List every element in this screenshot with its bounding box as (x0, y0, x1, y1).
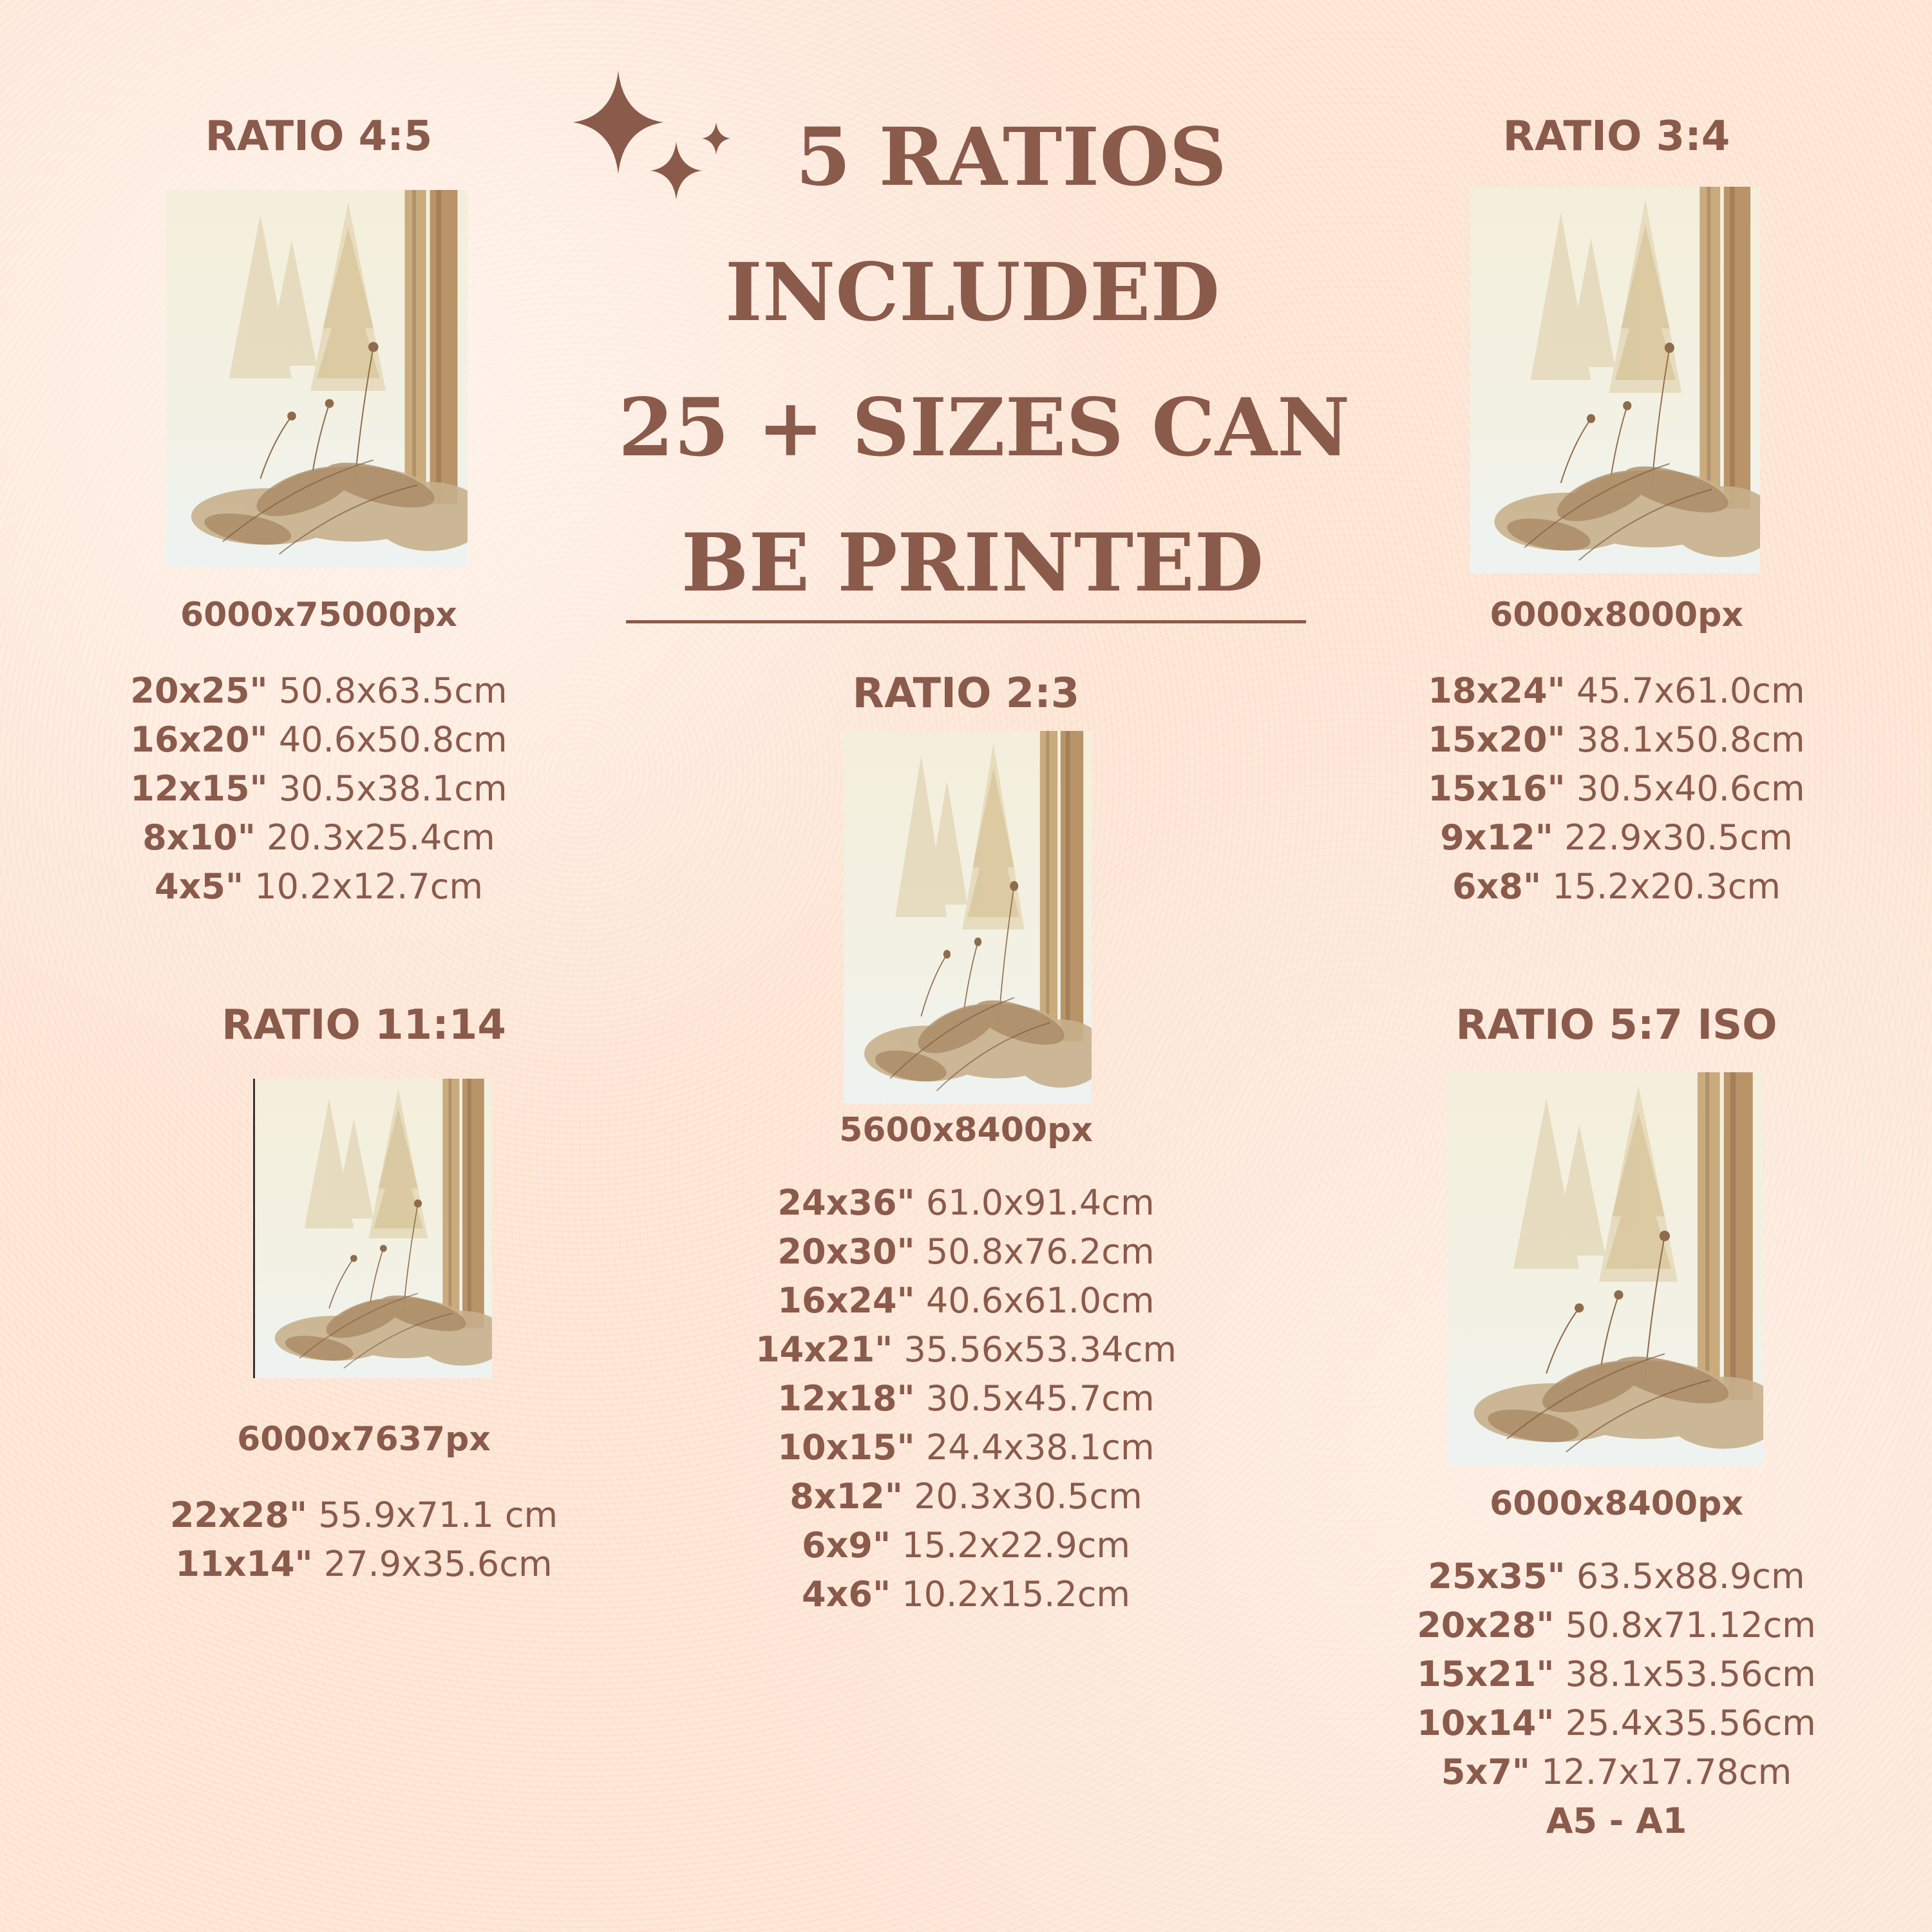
ratio-5-7-sizes (1365, 1552, 1868, 1846)
size-row: 18x24" 45.7x61.0cm (1428, 670, 1805, 711)
size-row: 20x25" 50.8x63.5cm (130, 670, 507, 711)
size-row: 15x20" 38.1x50.8cm (1428, 719, 1805, 760)
paper-size-range: A5 - A1 (1546, 1801, 1687, 1841)
ratio-3-4-px: 6000x8000px (1490, 596, 1743, 634)
size-row: 15x21" 38.1x53.56cm (1417, 1654, 1816, 1694)
artwork-ratio-5-7 (1448, 1072, 1763, 1465)
headline-line4: BE PRINTED (681, 516, 1264, 610)
size-row: 8x10" 20.3x25.4cm (142, 817, 495, 858)
ratio-5-7-title: RATIO 5:7 ISO (1455, 1001, 1777, 1049)
ratio-4-5-sizes (90, 667, 547, 911)
size-row: 11x14" 27.9x35.6cm (175, 1544, 553, 1584)
size-row: 9x12" 22.9x30.5cm (1440, 817, 1793, 858)
size-row: 20x30" 50.8x76.2cm (777, 1231, 1155, 1272)
headline-line1: 5 RATIOS (795, 111, 1227, 204)
ratio-4-5-px: 6000x75000px (180, 596, 457, 634)
ratio-5-7-px: 6000x8400px (1490, 1484, 1743, 1523)
size-row: 6x8" 15.2x20.3cm (1452, 866, 1781, 907)
artwork-ratio-3-4 (1470, 187, 1760, 573)
size-row: 4x5" 10.2x12.7cm (154, 866, 483, 907)
size-row: 14x21" 35.56x53.34cm (755, 1329, 1177, 1370)
ratio-2-3-px: 5600x8400px (839, 1111, 1093, 1150)
size-row: 20x28" 50.8x71.12cm (1417, 1605, 1816, 1645)
ratio-2-3-sizes (715, 1179, 1217, 1619)
size-row: 22x28" 55.9x71.1 cm (169, 1495, 558, 1535)
headline-line3: 25 + SIZES CAN (618, 381, 1350, 475)
ratio-11-14-px: 6000x7637px (237, 1420, 491, 1459)
size-row: 6x9" 15.2x22.9cm (801, 1525, 1130, 1566)
artwork-ratio-11-14 (253, 1079, 492, 1378)
ratio-11-14-sizes (122, 1491, 605, 1589)
size-row: 5x7" 12.7x17.78cm (1441, 1752, 1792, 1792)
ratio-4-5-title: RATIO 4:5 (205, 113, 433, 160)
ratio-3-4-title: RATIO 3:4 (1502, 113, 1730, 160)
headline-divider (626, 620, 1306, 623)
ratio-11-14-title: RATIO 11:14 (222, 1001, 506, 1049)
size-row: 16x24" 40.6x61.0cm (777, 1280, 1155, 1321)
size-row: 25x35" 63.5x88.9cm (1428, 1556, 1805, 1596)
size-row: 10x14" 25.4x35.56cm (1417, 1703, 1816, 1743)
ratio-2-3-title: RATIO 2:3 (852, 670, 1080, 717)
size-row: 8x12" 20.3x30.5cm (790, 1476, 1142, 1517)
ratio-3-4-sizes (1378, 667, 1855, 911)
size-row: 24x36" 61.0x91.4cm (777, 1182, 1155, 1223)
artwork-ratio-4-5 (166, 190, 468, 567)
size-row: 12x15" 30.5x38.1cm (130, 768, 507, 809)
artwork-ratio-2-3 (844, 731, 1092, 1103)
size-row: 15x16" 30.5x40.6cm (1428, 768, 1805, 809)
headline-line2: INCLUDED (724, 246, 1220, 339)
size-row: 12x18" 30.5x45.7cm (777, 1378, 1155, 1419)
size-row: 10x15" 24.4x38.1cm (777, 1427, 1155, 1468)
size-row: 16x20" 40.6x50.8cm (130, 719, 507, 760)
size-row: 4x6" 10.2x15.2cm (801, 1574, 1130, 1615)
